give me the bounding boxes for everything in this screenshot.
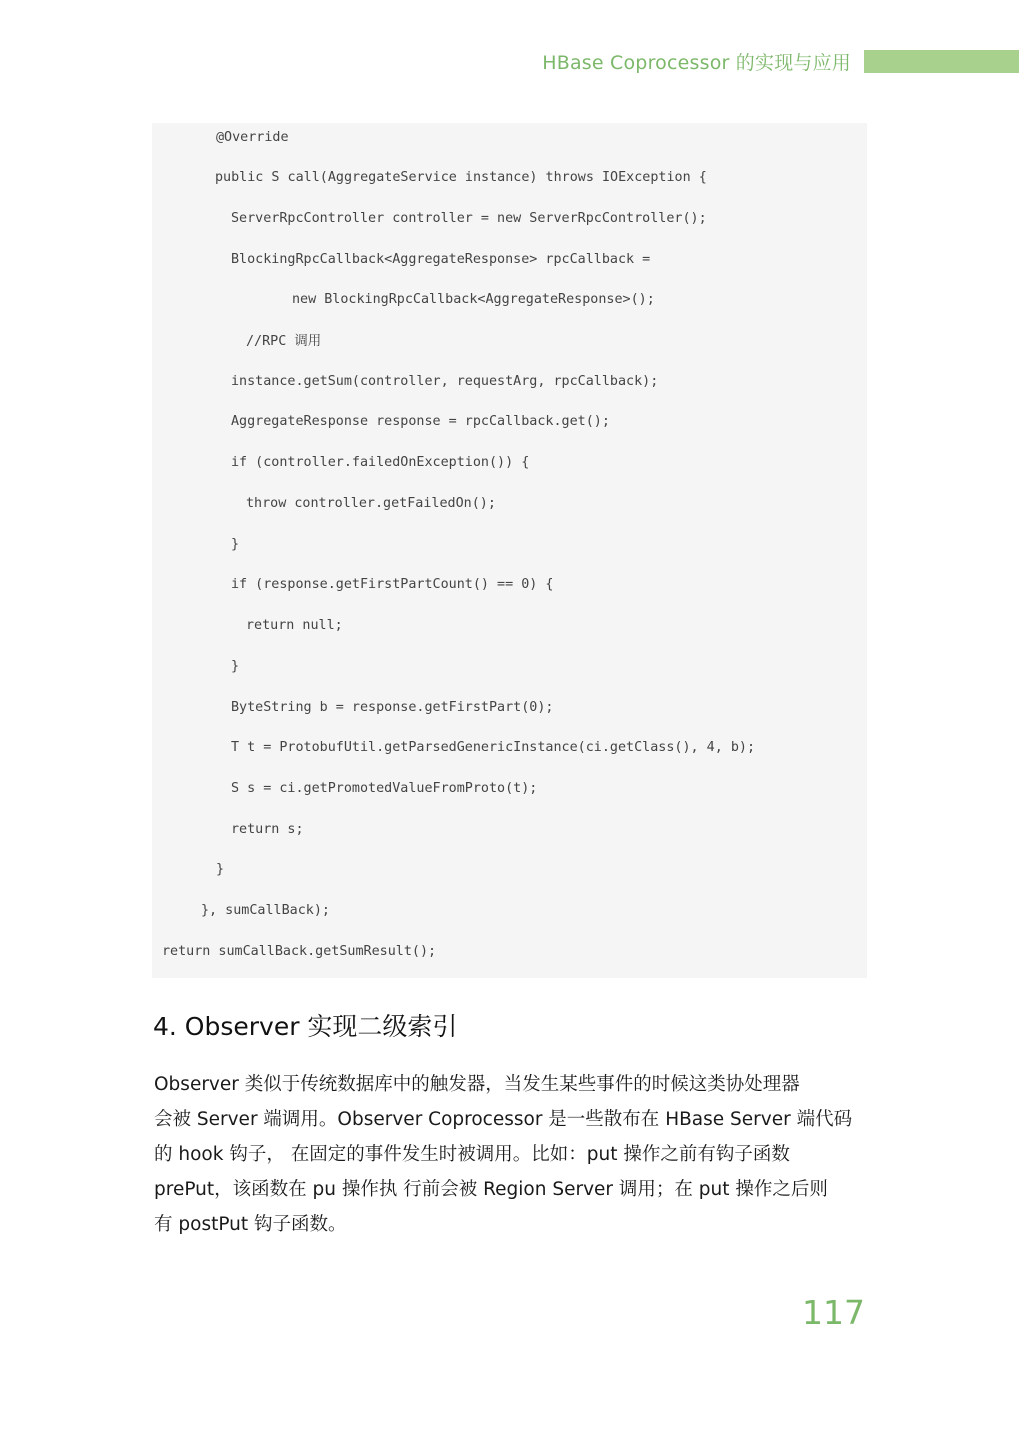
code-line: //RPC 调用	[246, 334, 322, 349]
code-line: }	[231, 659, 240, 674]
paragraph-line: Observer 类似于传统数据库中的触发器，当发生某些事件的时候这类协处理器	[154, 1074, 800, 1095]
code-line: BlockingRpcCallback<AggregateResponse> rpcCallback =	[231, 252, 651, 267]
paragraph-line: 会被 Server 端调用。Observer Coprocessor 是一些散布在 HBase Server 端代码	[154, 1109, 853, 1130]
code-line: throw controller.getFailedOn();	[246, 496, 496, 511]
page-number: 117	[802, 1293, 865, 1332]
code-line: return sumCallBack.getSumResult();	[162, 944, 437, 959]
code-line: ServerRpcController controller = new ServerRpcController();	[231, 211, 707, 226]
running-header-title: HBase Coprocessor 的实现与应用	[542, 52, 851, 74]
code-line: @Override	[216, 130, 289, 145]
code-line: public S call(AggregateService instance) throws IOException {	[215, 170, 707, 185]
code-line: return null;	[246, 618, 343, 633]
code-line: new BlockingRpcCallback<AggregateResponse>();	[292, 292, 655, 307]
code-line: }	[231, 537, 240, 552]
code-line: instance.getSum(controller, requestArg, rpcCallback);	[231, 374, 659, 389]
code-line: return s;	[231, 822, 304, 837]
section-heading: 4. Observer 实现二级索引	[153, 1012, 458, 1041]
code-line: if (controller.failedOnException()) {	[231, 455, 530, 470]
code-block	[152, 123, 867, 978]
paragraph-line: 的 hook 钩子， 在固定的事件发生时被调用。比如：put 操作之前有钩子函数	[154, 1144, 790, 1165]
code-line: }	[216, 862, 225, 877]
code-line: S s = ci.getPromotedValueFromProto(t);	[231, 781, 538, 796]
header-accent-bar	[864, 50, 1019, 73]
code-line: }, sumCallBack);	[201, 903, 330, 918]
code-line: if (response.getFirstPartCount() == 0) {	[231, 577, 554, 592]
paragraph-line: 有 postPut 钩子函数。	[154, 1214, 347, 1235]
code-line: ByteString b = response.getFirstPart(0);	[231, 700, 554, 715]
paragraph-line: prePut，该函数在 pu 操作执 行前会被 Region Server 调用；在 put 操作之后则	[154, 1179, 828, 1200]
code-line: T t = ProtobufUtil.getParsedGenericInstance(ci.getClass(), 4, b);	[231, 740, 756, 755]
code-line: AggregateResponse response = rpcCallback.get();	[231, 414, 610, 429]
